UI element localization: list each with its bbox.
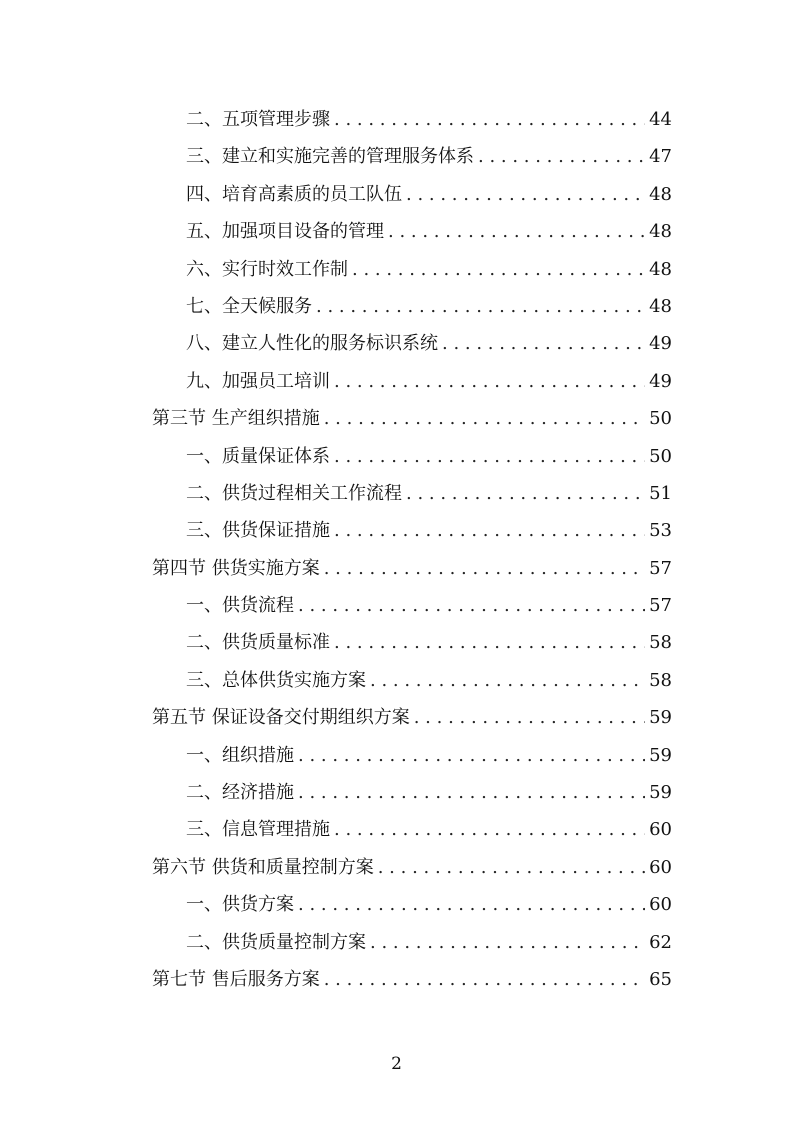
toc-dot-leader xyxy=(388,221,645,243)
toc-row xyxy=(0,512,793,549)
toc-row xyxy=(0,138,793,175)
toc-dot-leader xyxy=(406,184,645,206)
toc-row xyxy=(0,288,793,325)
table-of-contents xyxy=(0,101,793,998)
toc-row xyxy=(0,624,793,661)
toc-dot-leader xyxy=(334,520,645,542)
toc-entry-subsection[interactable] xyxy=(186,782,672,804)
toc-entry-page-number: 58 xyxy=(649,632,672,654)
toc-entry-page-number: 53 xyxy=(649,520,672,542)
toc-entry-page-number: 59 xyxy=(649,782,672,804)
toc-entry-page-number: 50 xyxy=(649,445,672,467)
toc-entry-page-number: 47 xyxy=(649,146,672,168)
toc-entry-title: 二、供货质量控制方案 xyxy=(186,931,366,953)
toc-entry-title: 一、供货方案 xyxy=(186,894,294,916)
toc-entry-subsection[interactable] xyxy=(186,109,672,131)
toc-entry-page-number: 48 xyxy=(649,258,672,280)
toc-row xyxy=(0,550,793,587)
toc-row xyxy=(0,811,793,848)
toc-entry-subsection[interactable] xyxy=(186,520,672,542)
toc-dot-leader xyxy=(316,296,645,318)
toc-entry-title: 四、培育高素质的员工队伍 xyxy=(186,183,402,205)
toc-entry-page-number: 57 xyxy=(649,557,672,579)
toc-row xyxy=(0,662,793,699)
toc-entry-page-number: 51 xyxy=(649,482,672,504)
toc-row xyxy=(0,213,793,250)
toc-entry-subsection[interactable] xyxy=(186,259,672,281)
toc-dot-leader xyxy=(334,109,645,131)
toc-entry-title: 一、组织措施 xyxy=(186,744,294,766)
toc-dot-leader xyxy=(298,782,645,804)
toc-dot-leader xyxy=(298,894,645,916)
toc-row xyxy=(0,475,793,512)
toc-row xyxy=(0,737,793,774)
toc-entry-page-number: 59 xyxy=(649,744,672,766)
toc-entry-title: 二、经济措施 xyxy=(186,782,294,804)
toc-entry-section[interactable] xyxy=(152,558,672,580)
toc-dot-leader xyxy=(378,857,645,879)
toc-entry-page-number: 44 xyxy=(649,109,672,130)
toc-dot-leader xyxy=(406,483,645,505)
toc-entry-section[interactable] xyxy=(152,408,672,430)
toc-row xyxy=(0,438,793,475)
toc-entry-subsection[interactable] xyxy=(186,632,672,654)
toc-entry-title: 第六节 供货和质量控制方案 xyxy=(152,856,374,878)
toc-entry-page-number: 58 xyxy=(649,669,672,691)
toc-row xyxy=(0,849,793,886)
toc-row xyxy=(0,774,793,811)
toc-entry-title: 一、供货流程 xyxy=(186,595,294,617)
toc-entry-subsection[interactable] xyxy=(186,819,672,841)
toc-entry-page-number: 50 xyxy=(649,408,672,430)
toc-entry-subsection[interactable] xyxy=(186,595,672,617)
toc-entry-subsection[interactable] xyxy=(186,745,672,767)
toc-dot-leader xyxy=(478,146,645,168)
toc-dot-leader xyxy=(324,408,645,430)
toc-dot-leader xyxy=(442,333,645,355)
toc-entry-title: 三、建立和实施完善的管理服务体系 xyxy=(186,146,474,168)
toc-entry-page-number: 59 xyxy=(649,707,672,729)
toc-dot-leader xyxy=(370,932,645,954)
toc-entry-subsection[interactable] xyxy=(186,483,672,505)
toc-dot-leader xyxy=(298,595,645,617)
toc-row xyxy=(0,363,793,400)
toc-entry-subsection[interactable] xyxy=(186,221,672,243)
toc-row xyxy=(0,587,793,624)
toc-entry-subsection[interactable] xyxy=(186,146,672,168)
toc-entry-title: 二、供货过程相关工作流程 xyxy=(186,482,402,504)
toc-row xyxy=(0,924,793,961)
toc-entry-subsection[interactable] xyxy=(186,333,672,355)
toc-entry-subsection[interactable] xyxy=(186,296,672,318)
toc-row xyxy=(0,699,793,736)
toc-entry-subsection[interactable] xyxy=(186,446,672,468)
toc-dot-leader xyxy=(324,558,645,580)
toc-entry-title: 三、供货保证措施 xyxy=(186,520,330,542)
toc-row xyxy=(0,101,793,138)
toc-entry-page-number: 60 xyxy=(649,856,672,878)
toc-row xyxy=(0,325,793,362)
toc-dot-leader xyxy=(324,969,645,991)
toc-entry-section[interactable] xyxy=(152,969,672,991)
toc-entry-title: 第七节 售后服务方案 xyxy=(152,968,320,990)
toc-dot-leader xyxy=(414,707,645,729)
toc-dot-leader xyxy=(334,371,645,393)
toc-dot-leader xyxy=(370,670,645,692)
toc-entry-title: 三、总体供货实施方案 xyxy=(186,669,366,691)
toc-dot-leader xyxy=(298,745,645,767)
toc-entry-title: 二、五项管理步骤 xyxy=(186,109,330,130)
toc-entry-subsection[interactable] xyxy=(186,932,672,954)
toc-entry-title: 第五节 保证设备交付期组织方案 xyxy=(152,707,410,729)
toc-dot-leader xyxy=(352,259,645,281)
toc-entry-title: 一、质量保证体系 xyxy=(186,445,330,467)
toc-entry-title: 三、信息管理措施 xyxy=(186,819,330,841)
toc-entry-title: 五、加强项目设备的管理 xyxy=(186,221,384,243)
toc-entry-page-number: 65 xyxy=(649,968,672,990)
toc-row xyxy=(0,176,793,213)
toc-entry-page-number: 60 xyxy=(649,894,672,916)
toc-entry-title: 二、供货质量标准 xyxy=(186,632,330,654)
toc-row xyxy=(0,251,793,288)
toc-row xyxy=(0,961,793,998)
toc-row xyxy=(0,886,793,923)
toc-entry-page-number: 48 xyxy=(649,183,672,205)
toc-entry-title: 八、建立人性化的服务标识系统 xyxy=(186,333,438,355)
toc-entry-title: 第三节 生产组织措施 xyxy=(152,408,320,430)
toc-entry-page-number: 60 xyxy=(649,819,672,841)
toc-entry-title: 第四节 供货实施方案 xyxy=(152,557,320,579)
toc-dot-leader xyxy=(334,446,645,468)
toc-entry-page-number: 49 xyxy=(649,370,672,392)
toc-entry-subsection[interactable] xyxy=(186,371,672,393)
toc-entry-page-number: 57 xyxy=(649,595,672,617)
toc-entry-section[interactable] xyxy=(152,857,672,879)
toc-entry-section[interactable] xyxy=(152,707,672,729)
toc-entry-page-number: 49 xyxy=(649,333,672,355)
toc-dot-leader xyxy=(334,819,645,841)
toc-entry-subsection[interactable] xyxy=(186,894,672,916)
toc-entry-page-number: 62 xyxy=(649,931,672,953)
toc-dot-leader xyxy=(334,632,645,654)
page-number: 2 xyxy=(391,1054,402,1074)
toc-entry-title: 七、全天候服务 xyxy=(186,295,312,317)
toc-entry-title: 九、加强员工培训 xyxy=(186,370,330,392)
toc-row xyxy=(0,400,793,437)
toc-entry-title: 六、实行时效工作制 xyxy=(186,258,348,280)
toc-entry-page-number: 48 xyxy=(649,295,672,317)
toc-entry-subsection[interactable] xyxy=(186,670,672,692)
toc-entry-subsection[interactable] xyxy=(186,184,672,206)
toc-entry-page-number: 48 xyxy=(649,221,672,243)
